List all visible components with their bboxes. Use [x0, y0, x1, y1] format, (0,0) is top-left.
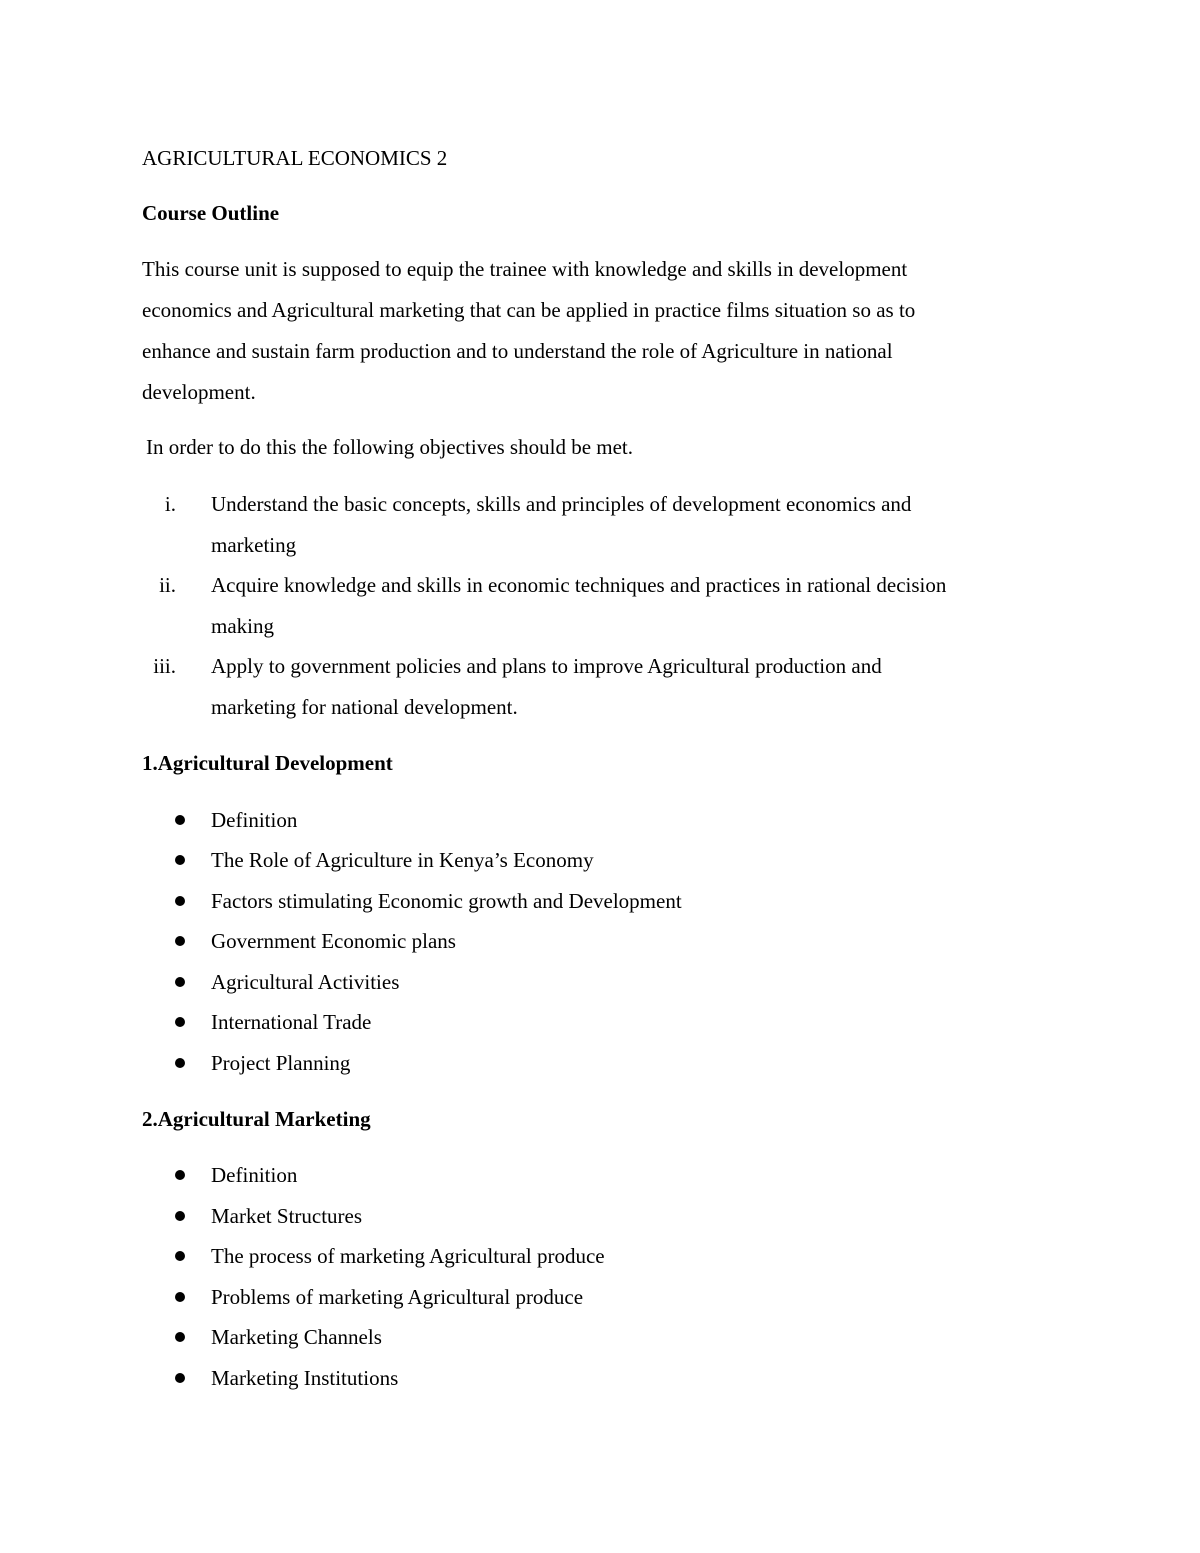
objectives-intro: In order to do this the following objectives should be met.: [146, 435, 633, 459]
objective-text: Apply to government policies and plans to improve Agricultural production and: [211, 654, 882, 678]
document-title: AGRICULTURAL ECONOMICS 2: [142, 146, 448, 170]
bullet-icon: [175, 1292, 185, 1302]
objective-text: marketing for national development.: [211, 695, 518, 719]
list-item: Factors stimulating Economic growth and Development: [211, 889, 682, 913]
bullet-icon: [175, 1373, 185, 1383]
course-outline-heading: Course Outline: [142, 201, 280, 225]
section-heading-agricultural-development: 1.Agricultural Development: [142, 751, 393, 775]
list-item: Definition: [211, 808, 298, 832]
bullet-icon: [175, 855, 185, 865]
bullet-icon: [175, 1058, 185, 1068]
list-item: The process of marketing Agricultural produce: [211, 1244, 605, 1268]
intro-line: This course unit is supposed to equip the trainee with knowledge and skills in development: [142, 257, 908, 281]
objective-text: marketing: [211, 533, 297, 557]
list-item: Definition: [211, 1163, 298, 1187]
list-item: Marketing Channels: [211, 1325, 382, 1349]
bullet-icon: [175, 815, 185, 825]
objective-numeral: i.: [164, 492, 176, 516]
bullet-icon: [175, 1251, 185, 1261]
list-item: The Role of Agriculture in Kenya’s Economy: [211, 848, 594, 872]
objective-text: making: [211, 614, 274, 638]
intro-line: development.: [142, 380, 256, 404]
intro-line: enhance and sustain farm production and to understand the role of Agriculture in national: [142, 339, 893, 363]
list-item: Project Planning: [211, 1051, 351, 1075]
list-item: Government Economic plans: [211, 929, 456, 953]
objective-numeral: iii.: [153, 654, 176, 678]
bullet-icon: [175, 977, 185, 987]
bullet-icon: [175, 1332, 185, 1342]
bullet-icon: [175, 896, 185, 906]
list-item: Problems of marketing Agricultural produce: [211, 1285, 584, 1309]
bullet-icon: [175, 1017, 185, 1027]
intro-line: economics and Agricultural marketing that can be applied in practice films situation so as to: [142, 298, 916, 322]
objective-text: Understand the basic concepts, skills and principles of development economics and: [211, 492, 912, 516]
bullet-icon: [175, 1211, 185, 1221]
bullet-icon: [175, 936, 185, 946]
list-item: Market Structures: [211, 1204, 363, 1228]
objective-text: Acquire knowledge and skills in economic techniques and practices in rational decision: [211, 573, 947, 597]
bullet-icon: [175, 1170, 185, 1180]
objective-numeral: ii.: [159, 573, 176, 597]
list-item: Marketing Institutions: [211, 1366, 399, 1390]
list-item: International Trade: [211, 1010, 372, 1034]
section-heading-agricultural-marketing: 2.Agricultural Marketing: [142, 1107, 371, 1131]
list-item: Agricultural Activities: [211, 970, 400, 994]
